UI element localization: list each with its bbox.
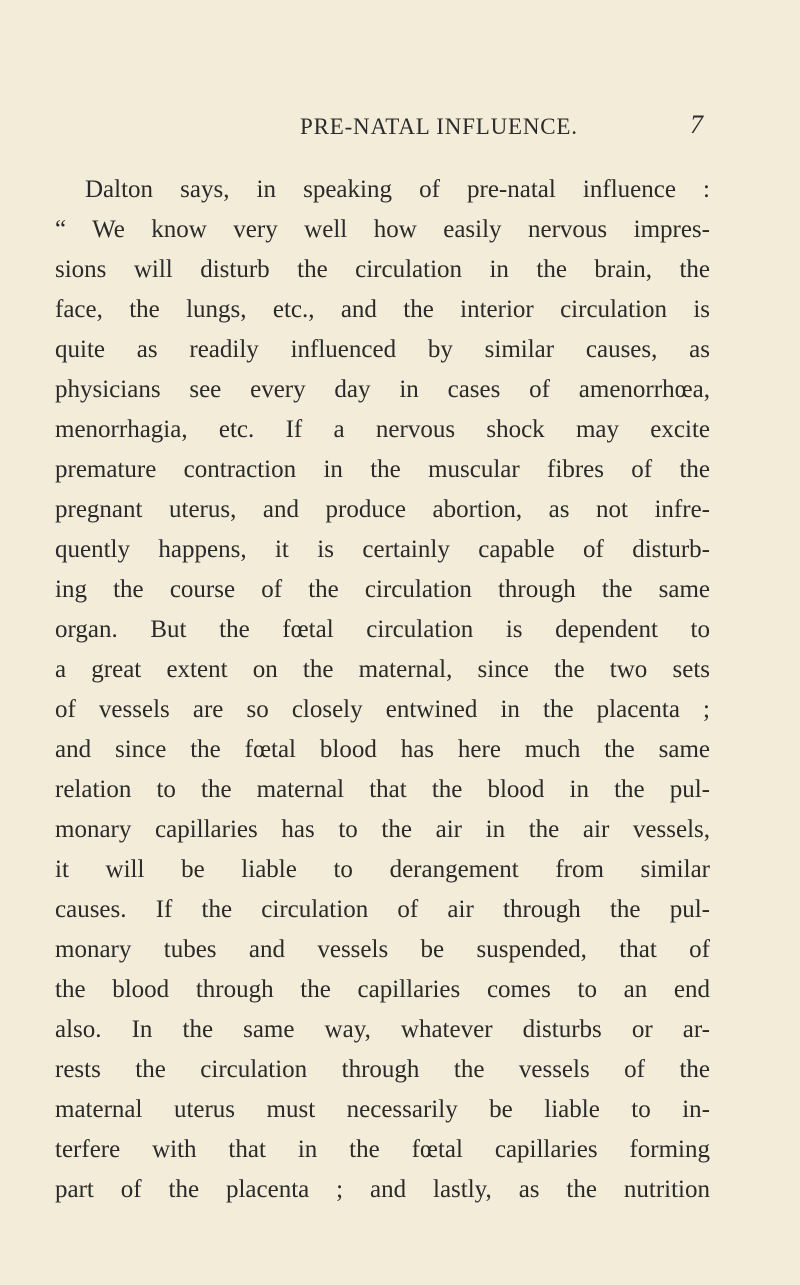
text-line: terfere with that in the fœtal capillaries forming (55, 1136, 710, 1163)
text-line: relation to the maternal that the blood in the pul- (55, 776, 710, 803)
text-line: causes. If the circulation of air through the pul- (55, 896, 710, 923)
text-line: face, the lungs, etc., and the interior circulation is (55, 296, 710, 323)
text-line: also. In the same way, whatever disturbs or ar- (55, 1016, 710, 1043)
text-line: pregnant uterus, and produce abortion, as not infre- (55, 496, 710, 523)
text-line: premature contraction in the muscular fibres of the (55, 456, 710, 483)
text-line: sions will disturb the circulation in the brain, the (55, 256, 710, 283)
text-line: and since the fœtal blood has here much the same (55, 736, 710, 763)
text-line: monary capillaries has to the air in the air vessels, (55, 816, 710, 843)
text-line: maternal uterus must necessarily be liable to in- (55, 1096, 710, 1123)
text-line: ing the course of the circulation through the same (55, 576, 710, 603)
text-line: rests the circulation through the vessels of the (55, 1056, 710, 1083)
text-line: Dalton says, in speaking of pre-natal influence : (85, 176, 710, 203)
text-line: organ. But the fœtal circulation is dependent to (55, 616, 710, 643)
text-line: part of the placenta ; and lastly, as the nutrition (55, 1176, 710, 1203)
text-line: physicians see every day in cases of amenorrhœa, (55, 376, 710, 403)
page-number: 7 (690, 110, 703, 139)
text-line: it will be liable to derangement from similar (55, 856, 710, 883)
text-line: quite as readily influenced by similar causes, as (55, 336, 710, 363)
running-head: PRE-NATAL INFLUENCE. (300, 114, 578, 139)
text-line: monary tubes and vessels be suspended, that of (55, 936, 710, 963)
text-line: quently happens, it is certainly capable of disturb- (55, 536, 710, 563)
text-line: a great extent on the maternal, since the two sets (55, 656, 710, 683)
text-line: the blood through the capillaries comes to an end (55, 976, 710, 1003)
text-line: menorrhagia, etc. If a nervous shock may excite (55, 416, 710, 443)
text-line: “ We know very well how easily nervous impres- (55, 216, 710, 243)
text-line: of vessels are so closely entwined in the placenta ; (55, 696, 710, 723)
